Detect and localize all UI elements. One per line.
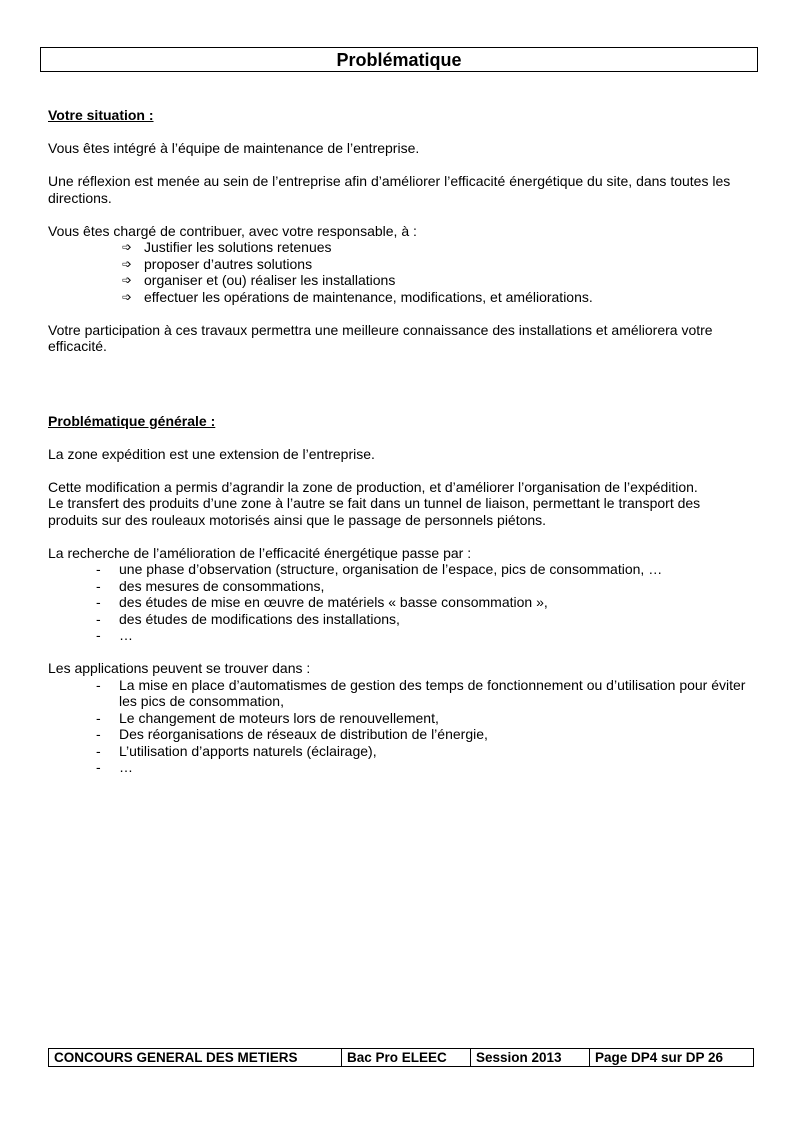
generale-heading: Problématique générale : [48,412,216,429]
generale-paragraph-2b: Le transfert des produits d’une zone à l’autre se fait dans un tunnel de liaison, permettant le transport des produits sur des rouleaux motorisés ainsi que le passage de personnels piétons. [48,495,701,528]
generale-paragraph-1: La zone expédition est une extension de l’entreprise. [48,445,375,462]
situation-paragraph-3: Vous êtes chargé de contribuer, avec votre responsable, à : [48,222,417,239]
footer-page-number: Page DP4 sur DP 26 [595,1050,724,1065]
list-item: - une phase d’observation (structure, organisation de l’espace, pics de consommation, … [96,561,663,577]
applications-list [48,677,753,776]
list-item: - Des réorganisations de réseaux de distribution de l’énergie, [96,726,488,742]
list-item: - … [96,627,133,643]
list-item: - des mesures de consommations, [96,577,325,594]
situation-paragraph-2: Une réflexion est menée au sein de l’entreprise afin d’améliorer l’efficacité énergétique du site, dans toutes les directions. [48,173,731,206]
generale-paragraph-3: La recherche de l’amélioration de l’efficacité énergétique passe par : [48,544,472,561]
situation-paragraph-4: Votre participation à ces travaux permettra une meilleure connaissance des installations et améliorera votre efficacité. [48,321,713,354]
document-body [48,107,753,776]
list-item: - des études de modifications des installations, [96,610,400,627]
list-item: - des études de mise en œuvre de matériels « basse consommation », [96,594,548,610]
footer-session: Session 2013 [471,1049,590,1066]
generale-paragraph-2a: Cette modification a permis d’agrandir la zone de production, et d’améliorer l’organisation de l’expédition. [48,478,698,495]
list-item: ➩ Justifier les solutions retenues [122,239,332,255]
arrow-bullet-icon: ➩ [122,256,133,271]
list-item: - … [96,759,133,775]
arrow-bullet-icon: ➩ [122,289,133,304]
list-item: ➩ organiser et (ou) réaliser les installations [122,272,396,288]
footer-bac: Bac Pro ELEEC [342,1049,471,1066]
situation-heading: Votre situation : [48,107,154,123]
list-item: - L’utilisation d’apports naturels (éclairage), [96,742,377,759]
list-item: ➩ effectuer les opérations de maintenance, modifications, et améliorations. [122,288,593,305]
situation-paragraph-1: Vous êtes intégré à l’équipe de maintenance de l’entreprise. [48,140,420,156]
footer-concours: CONCOURS GENERAL DES METIERS [49,1049,342,1066]
approach-list [48,561,753,644]
list-item: ➩ proposer d’autres solutions [122,255,313,272]
page-footer [48,1048,754,1067]
arrow-bullet-icon: ➩ [122,273,133,287]
task-list [48,239,753,305]
list-item: - La mise en place d’automatismes de gestion des temps de fonctionnement ou d’utilisation pour éviter les pics de consommation, [96,676,746,709]
generale-paragraph-4: Les applications peuvent se trouver dans : [48,660,311,676]
arrow-bullet-icon: ➩ [122,240,133,254]
page-title: Problématique [40,47,758,72]
list-item: - Le changement de moteurs lors de renouvellement, [96,709,439,726]
